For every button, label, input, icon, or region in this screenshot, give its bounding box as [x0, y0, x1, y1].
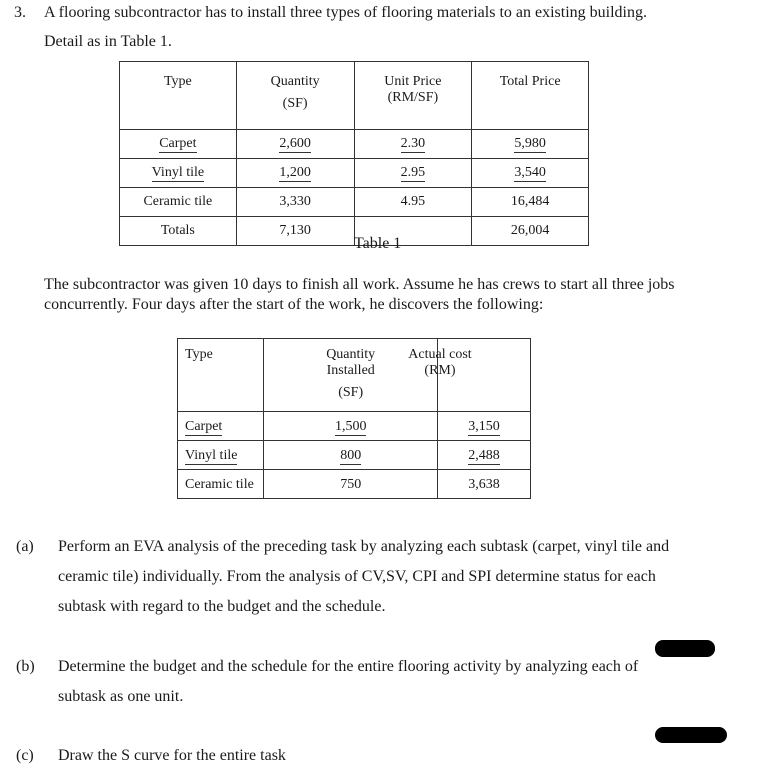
table-2-header-type: Type [178, 339, 264, 412]
table-2-cell-type: Ceramic tile [185, 477, 254, 492]
table-1-header-type: Type [120, 62, 237, 130]
table-1 [119, 61, 589, 246]
table-1-header-unit-price: Unit Price (RM/SF) [354, 62, 472, 130]
table-1-cell-unit-price: 2.95 [400, 165, 426, 180]
question-number: 3. [14, 4, 26, 21]
table-2-cell-actual-cost: 3,150 [468, 419, 500, 434]
part-b-label: (b) [16, 658, 35, 675]
table-1-cell-total-price: 26,004 [510, 223, 550, 238]
table-row [120, 159, 589, 188]
paragraph-line1: The subcontractor was given 10 days to finish all work. Assume he has crews to start all three jobs [44, 276, 675, 293]
table-1-cell-total-price: 5,980 [514, 136, 546, 151]
table-1-header-total-price: Total Price [472, 62, 589, 130]
table-1-cell-quantity: 3,330 [279, 194, 311, 209]
table-row [178, 470, 531, 499]
table-row [120, 188, 589, 217]
table-1-cell-total-price: 16,484 [510, 194, 550, 209]
table-2-cell-quantity: 1,500 [334, 419, 367, 434]
table-row [120, 130, 589, 159]
table-2-cell-type: Vinyl tile [185, 448, 238, 463]
table-row [178, 441, 531, 470]
table-2-cell-actual-cost: 3,638 [468, 477, 500, 492]
table-1-header-quantity-unit: (SF) [282, 96, 308, 111]
part-b-line2: subtask as one unit. [58, 688, 184, 705]
part-b-line1: Determine the budget and the schedule for the entire flooring activity by analyzing each of [58, 658, 639, 675]
table-1-caption: Table 1 [354, 235, 402, 252]
paragraph-line2: concurrently. Four days after the start of the work, he discovers the following: [44, 296, 544, 313]
table-2-header-quantity-unit: (SF) [338, 385, 364, 400]
table-2-header-actual-cost: Actual cost (RM) [437, 339, 530, 412]
table-1-header-row [120, 62, 589, 130]
table-1-cell-total-price: 3,540 [514, 165, 546, 180]
part-a-line2: ceramic tile) individually. From the analysis of CV,SV, CPI and SPI determine status for each [58, 568, 656, 585]
table-2-header-row [178, 339, 531, 412]
part-c-label: (c) [16, 747, 34, 764]
table-1-header-quantity: Quantity (SF) [236, 62, 354, 130]
redaction-mark [655, 727, 727, 743]
table-1-cell-type: Totals [160, 223, 195, 238]
table-1-cell-unit-price: 2.30 [400, 136, 426, 151]
part-a-label: (a) [16, 538, 34, 555]
table-1-cell-unit-price: 4.95 [400, 194, 426, 209]
table-1-cell-type: Carpet [159, 136, 197, 151]
table-1-cell-quantity: 7,130 [279, 223, 311, 238]
table-2-cell-actual-cost: 2,488 [468, 448, 500, 463]
table-1-cell-type: Ceramic tile [143, 194, 213, 209]
table-2-header-quantity: Quantity Installed (SF) [264, 339, 438, 412]
redaction-mark [655, 640, 715, 657]
table-2 [177, 338, 531, 499]
table-1-cell-type: Vinyl tile [151, 165, 205, 180]
table-2-cell-quantity: 750 [340, 477, 362, 492]
part-c-line1: Draw the S curve for the entire task [58, 747, 286, 764]
question-text-line1: A flooring subcontractor has to install three types of flooring materials to an existing building. [44, 4, 647, 21]
part-a-line3: subtask with regard to the budget and the schedule. [58, 598, 386, 615]
table-2-cell-type: Carpet [185, 419, 223, 434]
table-1-cell-quantity: 1,200 [279, 165, 311, 180]
table-row [178, 412, 531, 441]
table-1-cell-quantity: 2,600 [279, 136, 311, 151]
table-2-cell-quantity: 800 [340, 448, 362, 463]
table-1-header-unit-price-unit: (RM/SF) [387, 90, 439, 105]
part-a-line1: Perform an EVA analysis of the preceding task by analyzing each subtask (carpet, vinyl tile and [58, 538, 670, 555]
question-text-line2: Detail as in Table 1. [44, 33, 172, 50]
